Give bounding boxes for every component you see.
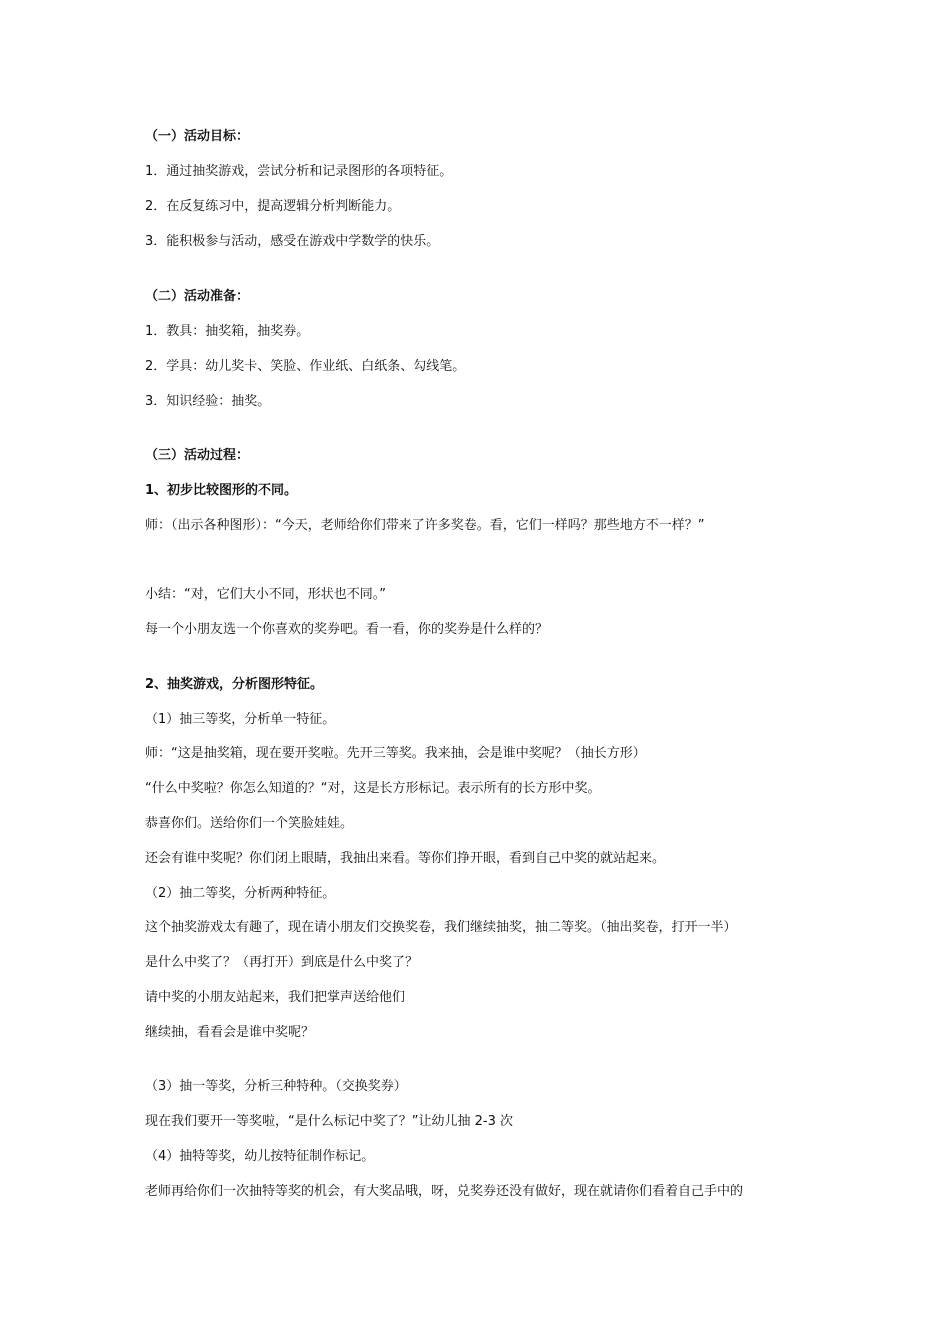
goal-item-3: 3．能积极参与活动，感受在游戏中学数学的快乐。 [145,234,440,249]
process-part2-line-6: （2）抽二等奖，分析两种特征。 [145,886,336,901]
section-heading-preparation: （二）活动准备： [145,289,250,304]
goal-item-1: 1．通过抽奖游戏，尝试分析和记录图形的各项特征。 [145,164,453,179]
section-heading-process: （三）活动过程： [145,448,250,463]
process-part2-title: 2、抽奖游戏，分析图形特征。 [145,677,324,692]
process-part2-line-2: 师：“这是抽奖箱，现在要开奖啦。先开三等奖。我来抽，会是谁中奖呢？（抽长方形） [145,746,646,761]
process-part2-line-10: 继续抽，看看会是谁中奖呢？ [145,1025,315,1040]
process-part1-line-2: 小结：“对，它们大小不同，形状也不同。” [145,587,386,602]
process-part2-line-7: 这个抽奖游戏太有趣了，现在请小朋友们交换奖卷，我们继续抽奖，抽二等奖。（抽出奖卷，打开一半） [145,920,737,935]
process-part2-line-5: 还会有谁中奖呢？你们闭上眼睛，我抽出来看。等你们挣开眼，看到自己中奖的就站起来。 [145,851,666,866]
preparation-item-3: 3．知识经验：抽奖。 [145,394,271,409]
process-part2-line-3: “什么中奖啦？你怎么知道的？“对，这是长方形标记。表示所有的长方形中奖。 [145,781,601,796]
process-part2-line-9: 请中奖的小朋友站起来，我们把掌声送给他们 [145,990,406,1005]
goal-item-2: 2．在反复练习中，提高逻辑分析判断能力。 [145,199,401,214]
process-part1-line-3: 每一个小朋友选一个你喜欢的奖券吧。看一看，你的奖券是什么样的？ [145,622,549,637]
process-part2-line-12: 现在我们要开一等奖啦，“是什么标记中奖了？”让幼儿抽 2-3 次 [145,1114,513,1129]
process-part2-line-1: （1）抽三等奖，分析单一特征。 [145,712,336,727]
process-part2-line-11: （3）抽一等奖，分析三种特种。（交换奖券） [145,1079,407,1094]
preparation-item-2: 2．学具：幼儿奖卡、笑脸、作业纸、白纸条、勾线笔。 [145,359,466,374]
process-part2-line-4: 恭喜你们。送给你们一个笑脸娃娃。 [145,816,354,831]
process-part2-line-14: 老师再给你们一次抽特等奖的机会，有大奖品哦，呀，兑奖券还没有做好，现在就请你们看着自己手中的 [145,1184,744,1199]
process-part1-line-1: 师：（出示各种图形）：“今天，老师给你们带来了许多奖卷。看，它们一样吗？那些地方不一样？” [145,518,705,533]
process-part1-title: 1、初步比较图形的不同。 [145,483,298,498]
preparation-item-1: 1．教具：抽奖箱，抽奖券。 [145,324,310,339]
process-part2-line-13: （4）抽特等奖，幼儿按特征制作标记。 [145,1149,375,1164]
process-part2-line-8: 是什么中奖了？（再打开）到底是什么中奖了？ [145,955,419,970]
section-heading-goals: （一）活动目标： [145,129,250,144]
